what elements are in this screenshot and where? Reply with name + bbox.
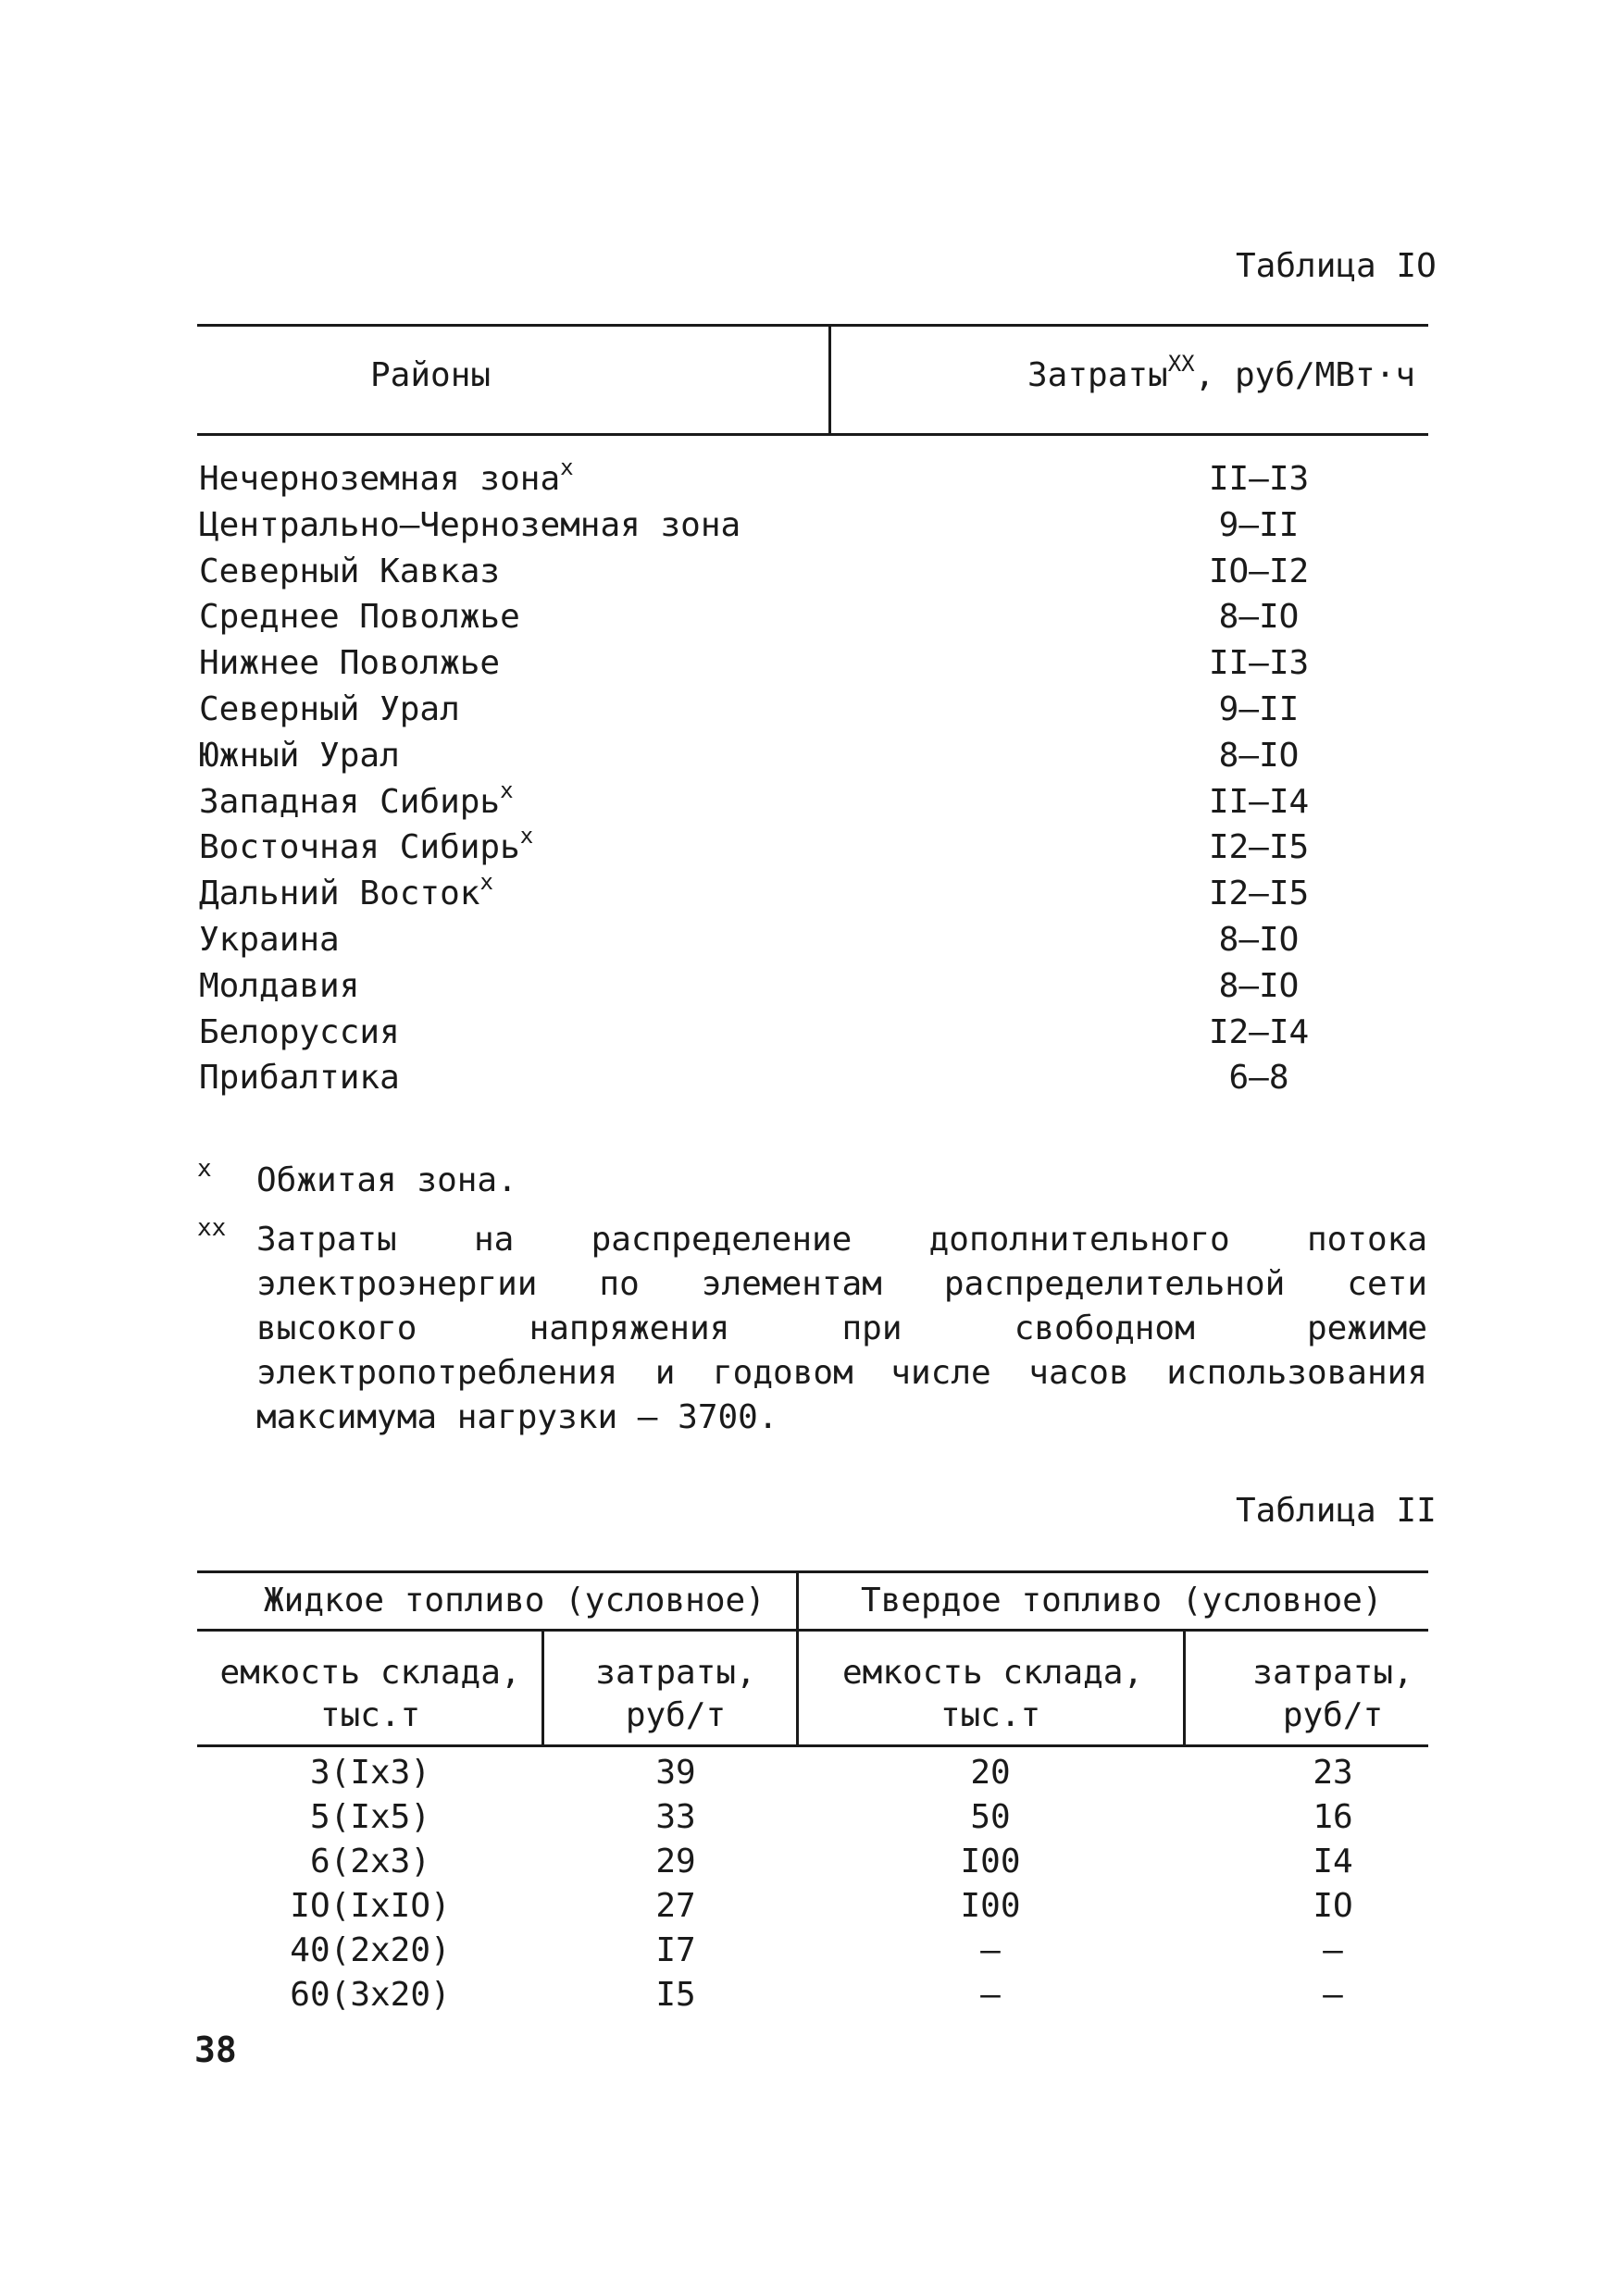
- region-label: Северный Урал: [199, 690, 460, 728]
- table11-top-rule: [197, 1570, 1428, 1573]
- table10-header-regions: Районы: [370, 356, 492, 394]
- table11-solid-capacity: 20: [970, 1754, 1011, 1792]
- table10-header-rule: [197, 433, 1428, 436]
- region-footnote-mark: х: [479, 869, 493, 895]
- region-label: Нечерноземная зона: [199, 460, 561, 498]
- table10-region-name: [199, 690, 460, 728]
- table11-solid-capacity: 50: [970, 1798, 1011, 1836]
- table10-cost-value: 9–II: [1218, 690, 1300, 728]
- header-costs-unit: , руб/МВт·ч: [1194, 356, 1416, 394]
- table11-liquid-cost: 33: [655, 1798, 696, 1836]
- table11-liquid-cost: 39: [655, 1754, 696, 1792]
- table10-region-name: [199, 823, 534, 866]
- table10-cost-value: I2–I4: [1208, 1013, 1310, 1051]
- table10-region-name: [199, 921, 340, 959]
- table11-liquid-cost: 29: [655, 1843, 696, 1880]
- table11-solid-capacity: –: [980, 1931, 1001, 1969]
- table11-group-divider: [796, 1570, 799, 1746]
- table10-region-name: [199, 506, 741, 544]
- table11-col1-header-line1: емкость склада,: [219, 1654, 521, 1692]
- region-footnote-mark: х: [500, 777, 514, 803]
- table10-region-name: [199, 454, 574, 498]
- table10-region-name: [199, 739, 400, 773]
- region-label: Восточная Сибирь: [199, 828, 520, 866]
- region-label: Украина: [199, 921, 340, 959]
- table11-solid-cost: –: [1323, 1931, 1343, 1969]
- table11-liquid-capacity: 5(Iх5): [309, 1798, 431, 1836]
- table10-region-name: [199, 552, 501, 590]
- table10-cost-value: 9–II: [1218, 506, 1300, 544]
- table11-liquid-cost: 27: [655, 1887, 696, 1925]
- table11-solid-cost: 23: [1313, 1754, 1353, 1792]
- table11-col4-header-line1: затраты,: [1252, 1654, 1413, 1692]
- table10-header-costs: [1027, 351, 1416, 394]
- table10-region-name: [199, 967, 360, 1005]
- table11-solid-cost: I4: [1313, 1843, 1353, 1880]
- table11-liquid-capacity: 6(2х3): [309, 1843, 431, 1880]
- region-label: Молдавия: [199, 967, 360, 1005]
- table11-group-solid: Твердое топливо (условное): [861, 1582, 1383, 1620]
- table11-header-rule: [197, 1744, 1428, 1747]
- table10-cost-value: II–I3: [1208, 460, 1310, 498]
- region-footnote-mark: х: [560, 454, 574, 480]
- table10-cost-value: I2–I5: [1208, 828, 1310, 866]
- table11-solid-capacity: –: [980, 1976, 1001, 2014]
- table10-cost-value: II–I4: [1208, 783, 1310, 821]
- table11-col3-header-line1: емкость склада,: [842, 1654, 1144, 1692]
- table11-solid-cost: 16: [1313, 1798, 1353, 1836]
- table10-cost-value: 6–8: [1228, 1059, 1289, 1097]
- table11-liquid-capacity: 40(2х20): [290, 1931, 451, 1969]
- header-costs-label: Затраты: [1027, 356, 1168, 394]
- table10-cost-value: II–I3: [1208, 644, 1310, 682]
- region-label: Нижнее Поволжье: [199, 644, 501, 682]
- table10-column-divider: [828, 326, 831, 435]
- region-label: Северный Кавказ: [199, 552, 501, 590]
- table10-caption: Таблица IO: [1236, 247, 1437, 285]
- page-number: 38: [194, 2029, 237, 2070]
- table11-solid-capacity: I00: [960, 1887, 1021, 1925]
- region-label: Южный Урал: [199, 737, 400, 775]
- table10-cost-value: 8–IO: [1218, 737, 1300, 775]
- table11-col2-header-line1: затраты,: [595, 1654, 756, 1692]
- table10-cost-value: 8–IO: [1218, 967, 1300, 1005]
- table10-region-name: [199, 1013, 400, 1051]
- table10-region-name: [199, 777, 514, 821]
- table10-region-name: [199, 1061, 400, 1095]
- table10-cost-value: IO–I2: [1208, 552, 1310, 590]
- region-label: Прибалтика: [199, 1059, 400, 1097]
- region-label: Западная Сибирь: [199, 783, 501, 821]
- table11-liquid-cost: I5: [655, 1976, 696, 2014]
- table11-caption: Таблица II: [1236, 1492, 1437, 1530]
- table11-liquid-cost: I7: [655, 1931, 696, 1969]
- header-costs-footnote-mark: ХХ: [1167, 351, 1195, 377]
- table10-cost-value: 8–IO: [1218, 598, 1300, 636]
- table11-solid-capacity: I00: [960, 1843, 1021, 1880]
- region-label: Белоруссия: [199, 1013, 400, 1051]
- table11-liquid-capacity: 3(Iх3): [309, 1754, 431, 1792]
- table10-region-name: [199, 644, 501, 682]
- table11-liquid-capacity: IO(IхIO): [290, 1887, 451, 1925]
- footnote-1-mark: х: [197, 1155, 212, 1183]
- table10-region-name: [199, 598, 520, 636]
- region-footnote-mark: х: [519, 823, 534, 849]
- table11-col1-header-line2: тыс.т: [319, 1696, 421, 1734]
- footnote-1-text: Обжитая зона.: [256, 1161, 517, 1199]
- table10-top-rule: [197, 324, 1428, 327]
- table11-column-divider-3: [1183, 1631, 1186, 1746]
- table11-solid-cost: –: [1323, 1976, 1343, 2014]
- table11-group-rule: [197, 1629, 1428, 1632]
- table10-region-name: [199, 869, 493, 912]
- region-label: Дальний Восток: [199, 875, 480, 912]
- footnote-2-text: Затраты на распределение дополнительного потока электроэнергии по элементам распределительной сети высокого напряжения при свободном режиме электропотребления и годовом числе часов использования максимума нагрузки – 3700.: [256, 1221, 1427, 1436]
- table10-cost-value: 8–IO: [1218, 921, 1300, 959]
- table11-col4-header-line2: руб/т: [1282, 1696, 1384, 1734]
- table11-solid-cost: IO: [1313, 1887, 1353, 1925]
- table11-col3-header-line2: тыс.т: [940, 1696, 1041, 1734]
- region-label: Центрально–Черноземная зона: [199, 506, 741, 544]
- table11-col2-header-line2: руб/т: [625, 1696, 727, 1734]
- footnote-2-mark: хх: [197, 1214, 227, 1242]
- table11-group-liquid: Жидкое топливо (условное): [264, 1582, 765, 1620]
- table10-cost-value: I2–I5: [1208, 875, 1310, 912]
- region-label: Среднее Поволжье: [199, 598, 520, 636]
- table11-liquid-capacity: 60(3х20): [290, 1976, 451, 2014]
